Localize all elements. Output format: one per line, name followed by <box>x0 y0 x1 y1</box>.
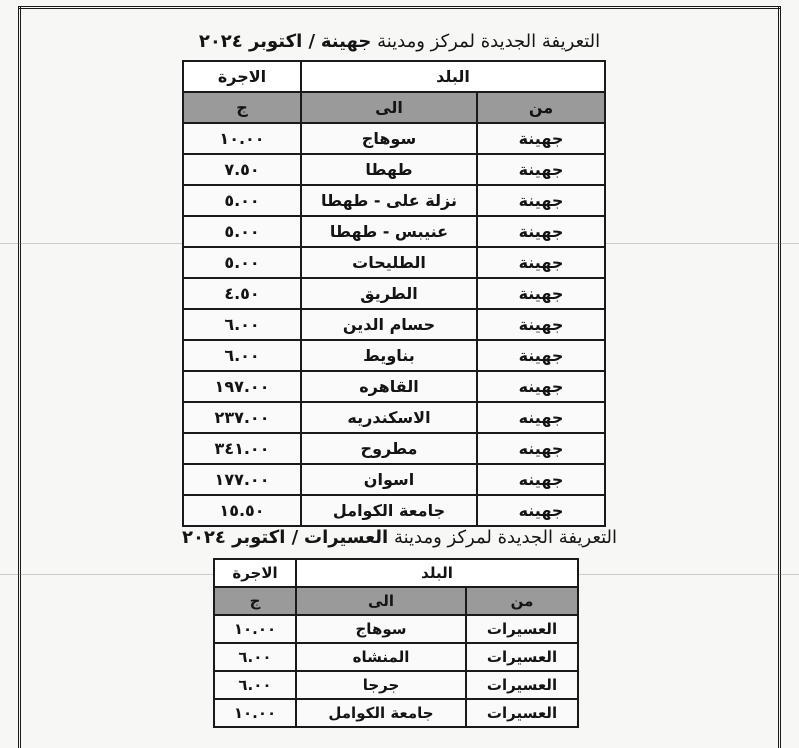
cell-to: الطليحات <box>301 247 477 278</box>
header-place: البلد <box>301 61 605 92</box>
cell-to: سوهاج <box>296 615 466 643</box>
cell-from: جهينه <box>477 402 605 433</box>
header-fare: الاجرة <box>183 61 301 92</box>
title-date: / اكتوبر ٢٠٢٤ <box>198 31 316 52</box>
cell-from: العسيرات <box>466 615 578 643</box>
cell-fare: ٦.٠٠ <box>183 340 301 371</box>
subheader-currency: ج <box>214 587 296 615</box>
cell-to: سوهاج <box>301 123 477 154</box>
table-row <box>183 495 605 526</box>
subheader-from: من <box>466 587 578 615</box>
cell-to: جرجا <box>296 671 466 699</box>
cell-from: العسيرات <box>466 699 578 727</box>
table-row <box>183 123 605 154</box>
header-fare: الاجرة <box>214 559 296 587</box>
cell-to: اسوان <box>301 464 477 495</box>
cell-fare: ١٩٧.٠٠ <box>183 371 301 402</box>
table-row <box>183 247 605 278</box>
cell-fare: ٥.٠٠ <box>183 216 301 247</box>
fare-table-juhayna <box>182 60 606 527</box>
cell-from: جهينه <box>477 371 605 402</box>
cell-fare: ١٥.٥٠ <box>183 495 301 526</box>
title-city: جهينة <box>320 31 372 52</box>
header-place: البلد <box>296 559 578 587</box>
cell-from: جهينة <box>477 154 605 185</box>
page-border-right <box>778 6 781 748</box>
cell-to: طهطا <box>301 154 477 185</box>
cell-fare: ١٠.٠٠ <box>214 699 296 727</box>
cell-fare: ٦.٠٠ <box>214 671 296 699</box>
cell-fare: ٢٣٧.٠٠ <box>183 402 301 433</box>
cell-from: جهينة <box>477 123 605 154</box>
subheader-to: الى <box>301 92 477 123</box>
cell-from: جهينة <box>477 278 605 309</box>
cell-to: مطروح <box>301 433 477 464</box>
table-row <box>214 643 578 671</box>
section-title-asirat <box>0 527 799 548</box>
table-row <box>183 433 605 464</box>
cell-from: جهينه <box>477 495 605 526</box>
fare-table-asirat <box>213 558 579 728</box>
table-row <box>183 154 605 185</box>
cell-to: جامعة الكوامل <box>301 495 477 526</box>
cell-to: حسام الدين <box>301 309 477 340</box>
cell-to: الطريق <box>301 278 477 309</box>
cell-from: جهينة <box>477 309 605 340</box>
title-date: / اكتوبر ٢٠٢٤ <box>181 527 299 548</box>
cell-to: بناويط <box>301 340 477 371</box>
cell-fare: ١٧٧.٠٠ <box>183 464 301 495</box>
page-border-left <box>18 6 21 748</box>
cell-fare: ١٠.٠٠ <box>214 615 296 643</box>
table-row <box>183 185 605 216</box>
table-row <box>183 371 605 402</box>
cell-fare: ٥.٠٠ <box>183 185 301 216</box>
cell-fare: ٤.٥٠ <box>183 278 301 309</box>
title-city: العسيرات <box>303 527 389 548</box>
subheader-to: الى <box>296 587 466 615</box>
table-row <box>183 464 605 495</box>
cell-from: العسيرات <box>466 671 578 699</box>
table-row <box>214 699 578 727</box>
table-row <box>214 615 578 643</box>
section-title-juhayna <box>0 31 799 52</box>
cell-from: جهينه <box>477 433 605 464</box>
table-row <box>183 402 605 433</box>
cell-to: المنشاه <box>296 643 466 671</box>
cell-from: جهينة <box>477 216 605 247</box>
subheader-currency: ج <box>183 92 301 123</box>
subheader-from: من <box>477 92 605 123</box>
title-prefix: التعريفة الجديدة لمركز ومدينة <box>393 527 618 548</box>
cell-fare: ١٠.٠٠ <box>183 123 301 154</box>
cell-to: نزلة على - طهطا <box>301 185 477 216</box>
cell-from: جهينة <box>477 185 605 216</box>
cell-to: القاهره <box>301 371 477 402</box>
title-prefix: التعريفة الجديدة لمركز ومدينة <box>377 31 601 52</box>
cell-fare: ٧.٥٠ <box>183 154 301 185</box>
cell-fare: ٦.٠٠ <box>183 309 301 340</box>
cell-to: الاسكندريه <box>301 402 477 433</box>
table-row <box>183 340 605 371</box>
cell-to: جامعة الكوامل <box>296 699 466 727</box>
table-row <box>183 278 605 309</box>
cell-from: العسيرات <box>466 643 578 671</box>
cell-from: جهينة <box>477 247 605 278</box>
table-row <box>183 216 605 247</box>
cell-from: جهينه <box>477 464 605 495</box>
cell-fare: ٥.٠٠ <box>183 247 301 278</box>
page-border-top <box>18 6 781 9</box>
cell-fare: ٦.٠٠ <box>214 643 296 671</box>
cell-from: جهينة <box>477 340 605 371</box>
table-row <box>183 309 605 340</box>
cell-to: عنيبس - طهطا <box>301 216 477 247</box>
cell-fare: ٣٤١.٠٠ <box>183 433 301 464</box>
table-row <box>214 671 578 699</box>
